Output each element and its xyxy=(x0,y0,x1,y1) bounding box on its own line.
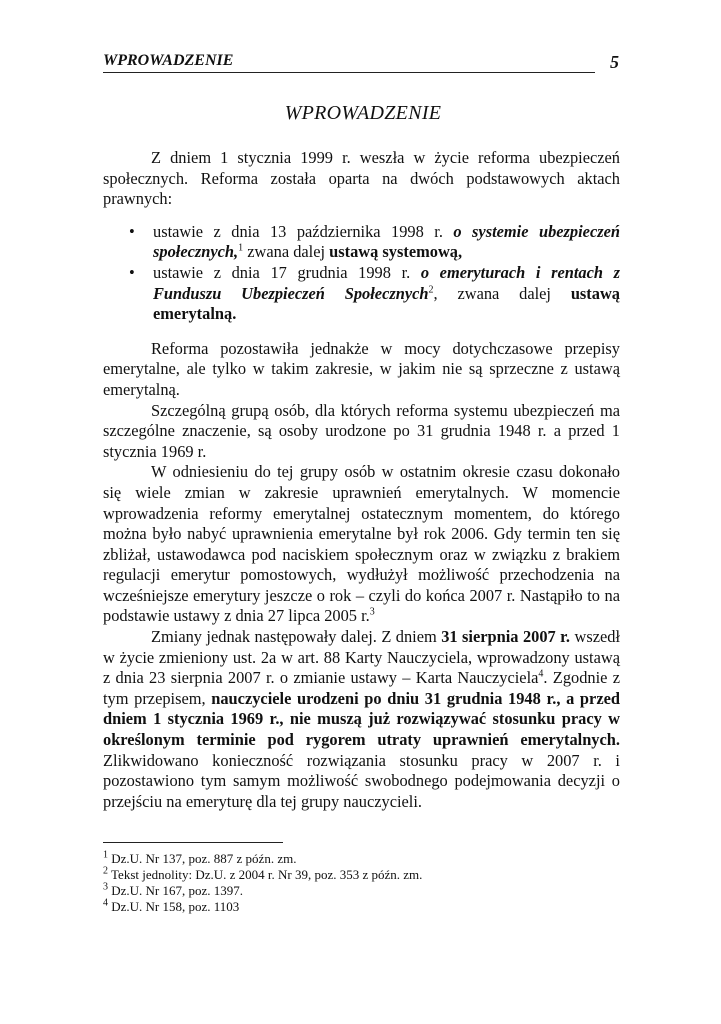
paragraph-5: Zmiany jednak następowały dalej. Z dniem 31 sierpnia 2007 r. wszedł w życie zmieniony ust. 2a w art. 88 Karty Nauczyciela, wprowadzony ustawą z dnia 23 sierpnia 2007 r. o zmianie ustawy – Karta Nauczyciela$^4$. Zgodnie z tym przepisem, nauczyciele urodzeni po dniu 31 grudnia 1948 r., a przed dniem 1 stycznia 1969 r., nie muszą już rozwiązywać stosunku pracy w określonym terminie pod rygorem utraty uprawnień emerytalnych. Zlikwidowano konieczność rozwiązania stosunku pracy w 2007 r. i pozostawiono tym samym możliwość swobodnego podejmowania decyzji o przejściu na emeryturę dla tej grupy nauczycieli. xyxy=(103,627,621,811)
bullet-icon: • xyxy=(129,262,135,282)
act-title: o systemie ubezpieczeń społecznych, xyxy=(153,221,620,262)
footnotes xyxy=(103,842,620,915)
paragraph-1: Z dniem 1 stycznia 1999 r. weszła w życie reforma ubezpieczeń społecznych. Reforma została oparta na dwóch podstawowych aktach prawnych: xyxy=(103,148,620,209)
paragraph-4: W odniesieniu do tej grupy osób w ostatnim okresie czasu dokonało się wiele zmian w zakresie uprawnień emerytalnych. W momencie wprowadzenia reformy emerytalnej ostatecznym momentem, do którego można było nabyć uprawnienia emerytalne był rok 2006. Gdy termin ten się zbliżał, ustawodawca pod naciskiem społecznym oraz w związku z brakiem regulacji emerytur pomostowych, wydłużył możliwość przechodzenia na wcześniejsze emerytury jeszcze o rok – czyli do końca 2007 r. Nastąpiło to na podstawie ustawy z dnia 27 lipca 2005 r.$^3$ xyxy=(103,462,620,626)
running-header xyxy=(103,52,623,74)
footnote-ref: 1 xyxy=(238,242,244,254)
footnote-3: $^3$ Dz.U. Nr 167, poz. 1397. xyxy=(103,881,244,898)
paragraph-2: Reforma pozostawiła jednakże w mocy dotychczasowe przepisy emerytalne, ale tylko w takim zakresie, w jakim nie są sprzeczne z ustawą emerytalną. xyxy=(103,338,620,399)
footnote-4: $^4$ Dz.U. Nr 158, poz. 1103 xyxy=(103,897,240,914)
page-number: 5 xyxy=(610,52,619,72)
act-title: o emeryturach i rentach z Funduszu Ubezpieczeń Społecznych xyxy=(153,262,620,303)
footnote-ref: 2 xyxy=(428,284,434,296)
list-item: • ustawie z dnia 13 października 1998 r. o systemie ubezpieczeń społecznych,$^1$ zwana dalej ustawą systemową, xyxy=(129,221,620,262)
footnote-ref: 3 xyxy=(369,607,375,618)
list-item: • ustawie z dnia 17 grudnia 1998 r. o emeryturach i rentach z Funduszu Ubezpieczeń Społecznych$^2$, zwana dalej ustawą emerytalną. xyxy=(129,262,620,324)
paragraph-3: Szczególną grupą osób, dla których reforma systemu ubezpieczeń ma szczególne znaczenie, są osoby urodzone po 31 grudnia 1948 r. a przed 1 stycznia 1969 r. xyxy=(103,400,620,461)
footnote-1: $^1$ Dz.U. Nr 137, poz. 887 z późn. zm. xyxy=(103,849,297,866)
body-text xyxy=(103,148,620,812)
act-short-name: ustawą emerytalną. xyxy=(153,283,620,324)
act-short-name: ustawą systemową, xyxy=(329,242,463,262)
footnote-ref: 4 xyxy=(538,668,544,680)
footnote-2: $^2$ Tekst jednolity: Dz.U. z 2004 r. Nr 39, poz. 353 z późn. zm. xyxy=(103,865,423,882)
bullet-icon: • xyxy=(129,221,135,241)
acts-list xyxy=(103,222,620,325)
footnote-rule xyxy=(103,842,283,843)
header-rule xyxy=(103,72,595,73)
running-header-title: WPROWADZENIE xyxy=(103,52,234,69)
chapter-title: WPROWADZENIE xyxy=(284,102,442,124)
